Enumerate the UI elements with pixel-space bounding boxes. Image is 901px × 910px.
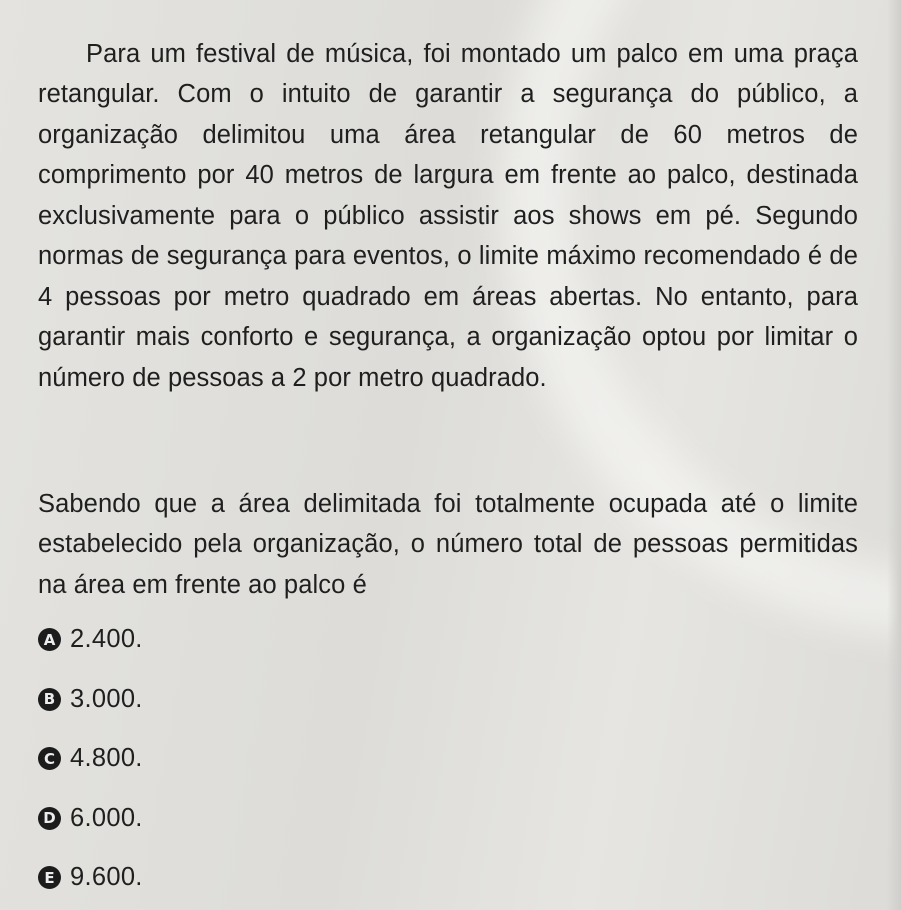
option-value: 3.000. [70, 684, 143, 713]
option-value: 4.800. [70, 744, 143, 773]
option-letter-badge: A [38, 628, 61, 651]
problem-statement: Para um festival de música, foi montado um palco em uma praça retangular. Com o intuito de garantir a segurança do público, a organização delimitou uma área retangular de 60 metros de comprimento por 40 metros de largura em frente ao palco, destinada exclusivamente para o público assistir aos shows em pé. Segundo normas de segurança para eventos, o limite máximo recomendado é de 4 pessoas por metro quadrado em áreas abertas. No entanto, para garantir mais conforto e segurança, a organização optou por limitar o número de pessoas a 2 por metro quadrado. [38, 39, 858, 392]
option-c[interactable] [38, 729, 143, 789]
question-prompt: Sabendo que a área delimitada foi totalmente ocupada até o limite estabelecido pela organização, o número total de pessoas permitidas na área em frente ao palco é [38, 489, 858, 599]
option-a[interactable] [38, 610, 143, 670]
option-letter-badge: E [38, 866, 61, 889]
option-letter-badge: C [38, 747, 61, 770]
page-edge [887, 0, 901, 910]
answer-options [38, 610, 143, 908]
option-e[interactable] [38, 848, 143, 908]
option-value: 6.000. [70, 803, 143, 832]
option-value: 2.400. [70, 625, 143, 654]
option-value: 9.600. [70, 863, 143, 892]
option-d[interactable] [38, 789, 143, 849]
option-b[interactable] [38, 670, 143, 730]
option-letter-badge: B [38, 688, 61, 711]
option-letter-badge: D [38, 807, 61, 830]
